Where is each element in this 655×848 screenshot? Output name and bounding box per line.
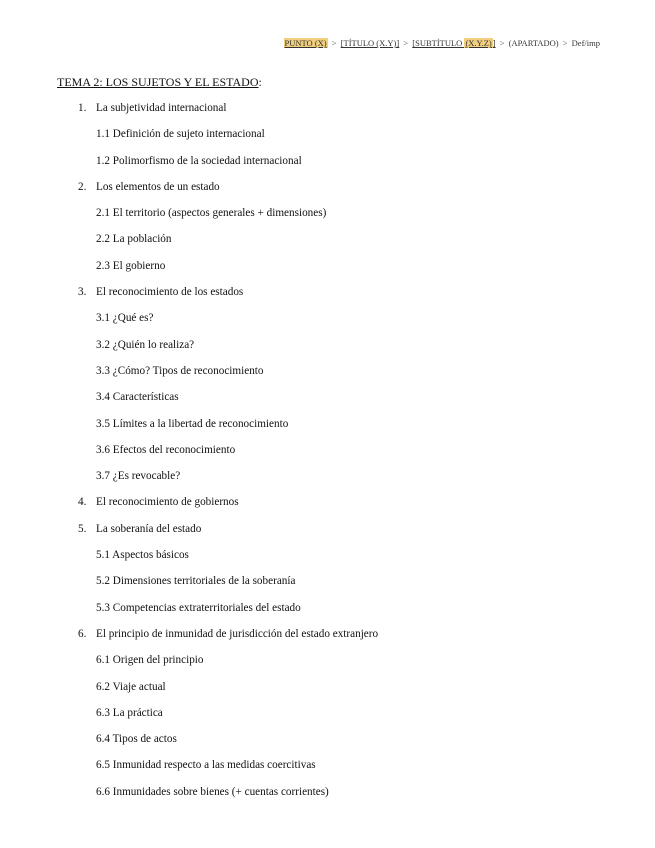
outline-subitem-text: 6.5 Inmunidad respecto a las medidas coercitivas bbox=[96, 759, 316, 772]
legend-separator: > bbox=[499, 38, 505, 48]
outline-item-number: 6. bbox=[78, 627, 87, 640]
legend-separator: > bbox=[331, 38, 337, 48]
legend-subtitulo-open: [SUBTÍTULO (X.Y.Z)] bbox=[412, 38, 496, 48]
outline-item bbox=[0, 495, 655, 521]
outline-item bbox=[0, 180, 655, 206]
outline-subitem-text: 3.3 ¿Cómo? Tipos de reconocimiento bbox=[96, 364, 264, 377]
outline-subitem bbox=[0, 232, 655, 258]
outline-item-text: La subjetividad internacional bbox=[96, 102, 227, 114]
outline-subitem bbox=[0, 154, 655, 180]
outline-subitem-text: 3.1 ¿Qué es? bbox=[96, 312, 154, 325]
outline-subitem-text: 5.3 Competencias extraterritoriales del estado bbox=[96, 601, 301, 614]
outline-list bbox=[0, 101, 655, 811]
outline-subitem-text: 6.2 Viaje actual bbox=[96, 680, 166, 693]
outline-item-number: 5. bbox=[78, 522, 87, 535]
outline-item-number: 1. bbox=[78, 102, 87, 114]
outline-subitem bbox=[0, 417, 655, 443]
outline-subitem bbox=[0, 364, 655, 390]
outline-subitem-text: 6.4 Tipos de actos bbox=[96, 733, 177, 746]
outline-subitem bbox=[0, 127, 655, 153]
outline-item-number: 2. bbox=[78, 180, 87, 193]
outline-item-text: El principio de inmunidad de jurisdicción del estado extranjero bbox=[96, 627, 379, 640]
outline-subitem-text: 5.1 Aspectos básicos bbox=[96, 549, 189, 562]
outline-subitem-text: 3.7 ¿Es revocable? bbox=[96, 470, 181, 483]
outline-subitem bbox=[0, 785, 655, 811]
outline-subitem-text: 3.6 Efectos del reconocimiento bbox=[96, 443, 236, 456]
outline-subitem bbox=[0, 574, 655, 600]
outline-subitem-text: 6.1 Origen del principio bbox=[96, 654, 204, 667]
legend-separator: > bbox=[562, 38, 568, 48]
outline-item-text: El reconocimiento de gobiernos bbox=[96, 496, 239, 509]
title-colon: : bbox=[258, 75, 262, 89]
outline-subitem-text: 2.2 La población bbox=[96, 233, 172, 246]
legend-subtitulo-hl: (X.Y.Z) bbox=[465, 38, 492, 48]
outline-subitem bbox=[0, 469, 655, 495]
outline-subitem bbox=[0, 311, 655, 337]
outline-subitem bbox=[0, 390, 655, 416]
format-legend bbox=[284, 38, 600, 48]
outline-item-number: 3. bbox=[78, 286, 87, 299]
outline-subitem-text: 1.2 Polimorfismo de la sociedad internacional bbox=[96, 154, 302, 167]
page-title bbox=[57, 75, 262, 90]
outline-item bbox=[0, 627, 655, 653]
outline-item-text: Los elementos de un estado bbox=[96, 180, 220, 193]
outline-subitem-text: 1.1 Definición de sujeto internacional bbox=[96, 128, 265, 141]
outline-subitem-text: 6.3 La práctica bbox=[96, 706, 163, 719]
outline-subitem bbox=[0, 548, 655, 574]
outline-subitem-text: 2.1 El territorio (aspectos generales + dimensiones) bbox=[96, 207, 327, 220]
outline-subitem bbox=[0, 443, 655, 469]
legend-punto: PUNTO (X) bbox=[284, 38, 327, 48]
outline-subitem bbox=[0, 338, 655, 364]
legend-apartado: (APARTADO) bbox=[508, 38, 559, 48]
outline-subitem-text: 5.2 Dimensiones territoriales de la soberanía bbox=[96, 575, 296, 588]
outline-item-text: El reconocimiento de los estados bbox=[96, 286, 244, 299]
outline-subitem bbox=[0, 680, 655, 706]
outline-subitem bbox=[0, 732, 655, 758]
outline-subitem-text: 3.4 Características bbox=[96, 391, 179, 404]
outline-subitem bbox=[0, 758, 655, 784]
outline-subitem-text: 6.6 Inmunidades sobre bienes (+ cuentas corrientes) bbox=[96, 785, 329, 798]
legend-separator: > bbox=[403, 38, 409, 48]
outline-subitem bbox=[0, 706, 655, 732]
outline-item bbox=[0, 522, 655, 548]
outline-subitem bbox=[0, 259, 655, 285]
outline-subitem-text: 3.2 ¿Quién lo realiza? bbox=[96, 338, 195, 351]
legend-defimp: Def/imp bbox=[571, 38, 600, 48]
outline-subitem bbox=[0, 653, 655, 679]
outline-subitem bbox=[0, 206, 655, 232]
outline-subitem-text: 2.3 El gobierno bbox=[96, 259, 166, 272]
outline-item bbox=[0, 285, 655, 311]
outline-item-text: La soberanía del estado bbox=[96, 522, 202, 535]
outline-subitem bbox=[0, 601, 655, 627]
outline-subitem-text: 3.5 Límites a la libertad de reconocimiento bbox=[96, 417, 289, 430]
outline-item bbox=[0, 101, 655, 127]
legend-titulo: [TÍTULO (X.Y)] bbox=[340, 38, 400, 48]
title-text: TEMA 2: LOS SUJETOS Y EL ESTADO bbox=[57, 75, 259, 89]
outline-item-number: 4. bbox=[78, 496, 87, 509]
